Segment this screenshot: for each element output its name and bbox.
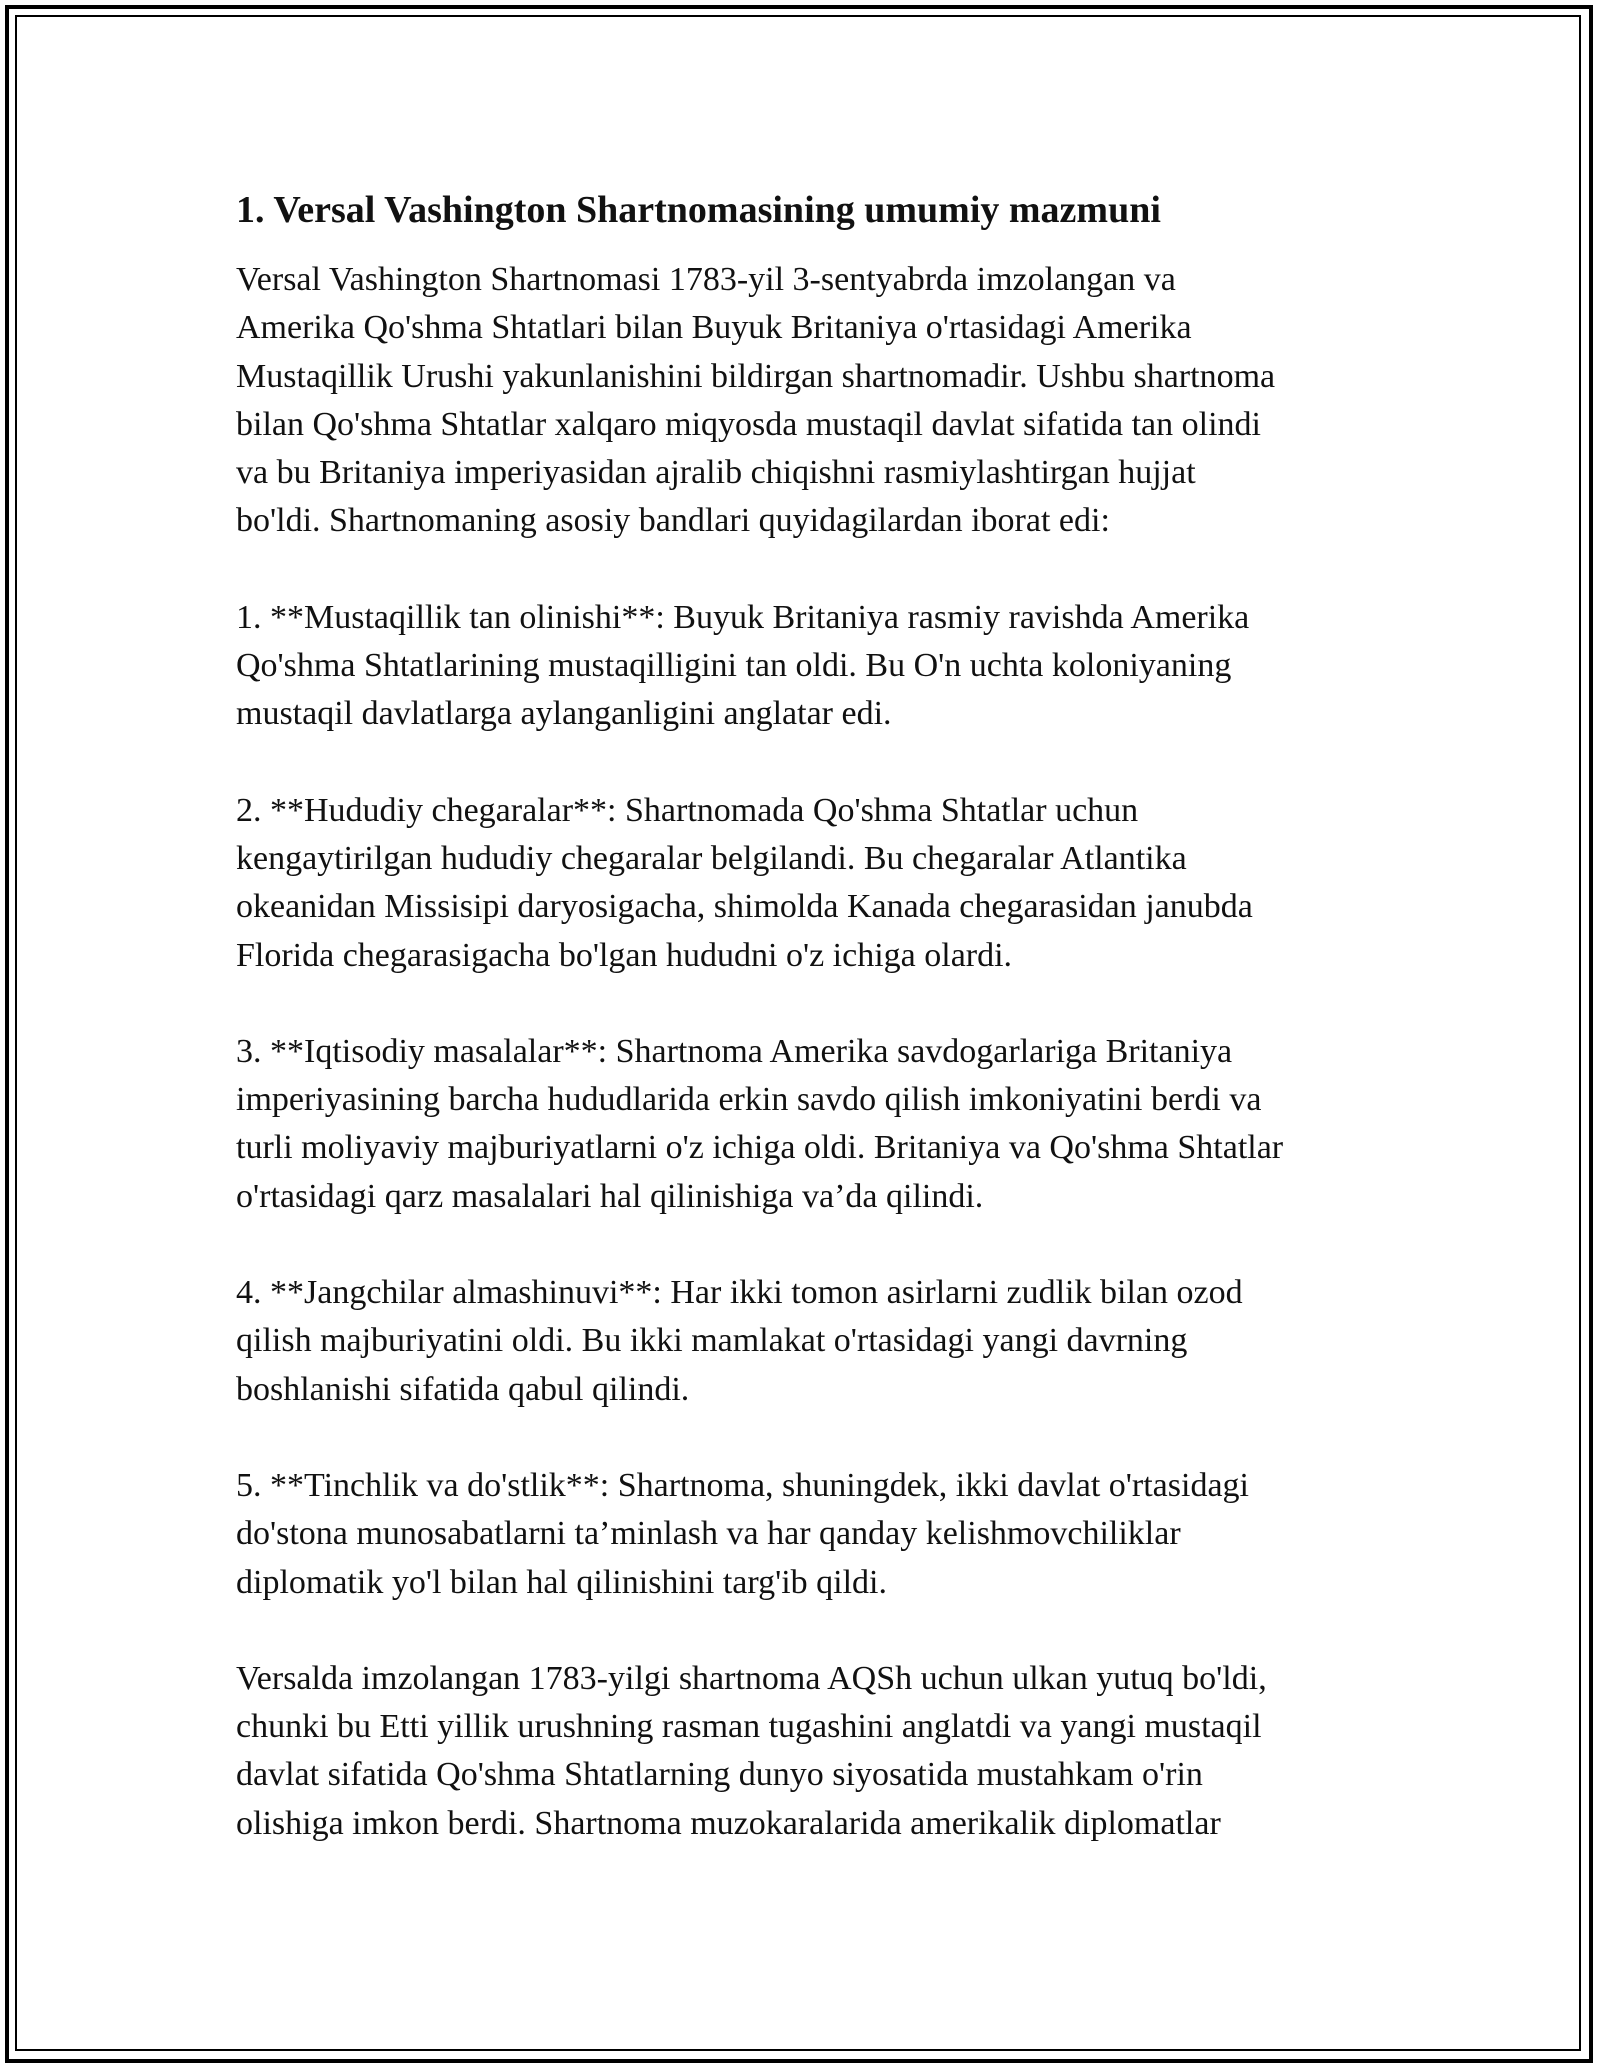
paragraph-point-3: [236, 1028, 1366, 1221]
text-line: 2. **Hududiy chegaralar**: Shartnomada Qo'shma Shtatlar uchun: [236, 791, 1139, 829]
text-line: diplomatik yo'l bilan hal qilinishini targ'ib qildi.: [236, 1563, 887, 1601]
text-line: imperiyasining barcha hududlarida erkin savdo qilish imkoniyatini berdi va: [236, 1081, 1262, 1119]
text-line: Amerika Qo'shma Shtatlari bilan Buyuk Britaniya o'rtasidagi Amerika: [236, 309, 1192, 347]
text-line: 1. **Mustaqillik tan olinishi**: Buyuk Britaniya rasmiy ravishda Amerika: [236, 598, 1250, 636]
paragraph-conclusion: [236, 1655, 1366, 1848]
paragraph-intro: [236, 256, 1366, 546]
text-line: 3. **Iqtisodiy masalalar**: Shartnoma Amerika savdogarlariga Britaniya: [236, 1032, 1233, 1070]
text-line: olishiga imkon berdi. Shartnoma muzokaralarida amerikalik diplomatlar: [236, 1804, 1221, 1842]
paragraph-point-2: [236, 787, 1366, 980]
text-line: 5. **Tinchlik va do'stlik**: Shartnoma, shuningdek, ikki davlat o'rtasidagi: [236, 1466, 1249, 1504]
paragraph-point-4: [236, 1269, 1366, 1414]
text-line: mustaqil davlatlarga aylanganligini anglatar edi.: [236, 695, 892, 733]
paragraph-point-1: [236, 594, 1366, 739]
text-line: do'stona munosabatlarni ta’minlash va har qanday kelishmovchiliklar: [236, 1515, 1181, 1553]
text-line: kengaytirilgan hududiy chegaralar belgilandi. Bu chegaralar Atlantika: [236, 839, 1187, 877]
paragraph-point-5: [236, 1462, 1366, 1607]
text-line: okeanidan Missisipi daryosigacha, shimolda Kanada chegarasidan janubda: [236, 888, 1253, 926]
text-line: Mustaqillik Urushi yakunlanishini bildirgan shartnomadir. Ushbu shartnoma: [236, 357, 1276, 395]
text-line: Versalda imzolangan 1783-yilgi shartnoma AQSh uchun ulkan yutuq bo'ldi,: [236, 1659, 1267, 1697]
text-line: Qo'shma Shtatlarining mustaqilligini tan oldi. Bu O'n uchta koloniyaning: [236, 647, 1232, 685]
text-line: Florida chegarasigacha bo'lgan hududni o'z ichiga olardi.: [236, 936, 1013, 974]
text-line: va bu Britaniya imperiyasidan ajralib chiqishni rasmiylashtirgan hujjat: [236, 454, 1196, 492]
text-line: bo'ldi. Shartnomaning asosiy bandlari quyidagilardan iborat edi:: [236, 502, 1110, 540]
text-line: 4. **Jangchilar almashinuvi**: Har ikki tomon asirlarni zudlik bilan ozod: [236, 1274, 1243, 1312]
text-line: Versal Vashington Shartnomasi 1783-yil 3-sentyabrda imzolangan va: [236, 261, 1176, 298]
text-line: boshlanishi sifatida qabul qilindi.: [236, 1370, 690, 1408]
document-body: [236, 186, 1366, 1896]
text-line: qilish majburiyatini oldi. Bu ikki mamlakat o'rtasidagi yangi davrning: [236, 1322, 1188, 1360]
text-line: o'rtasidagi qarz masalalari hal qilinishiga va’da qilindi.: [236, 1177, 984, 1215]
section-heading: 1. Versal Vashington Shartnomasining umumiy mazmuni: [236, 189, 1161, 231]
text-line: davlat sifatida Qo'shma Shtatlarning dunyo siyosatida mustahkam o'rin: [236, 1756, 1203, 1794]
text-line: chunki bu Etti yillik urushning rasman tugashini anglatdi va yangi mustaqil: [236, 1708, 1262, 1746]
text-line: turli moliyaviy majburiyatlarni o'z ichiga oldi. Britaniya va Qo'shma Shtatlar: [236, 1129, 1284, 1167]
text-line: bilan Qo'shma Shtatlar xalqaro miqyosda mustaqil davlat sifatida tan olindi: [236, 405, 1261, 443]
